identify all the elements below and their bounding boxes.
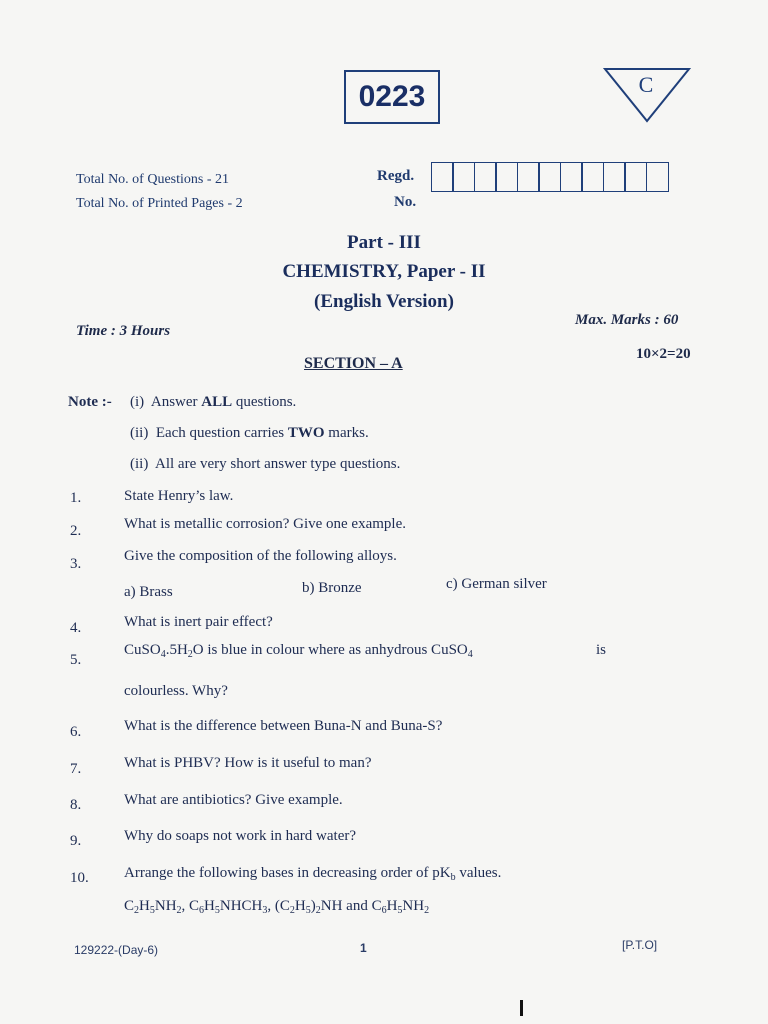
part-title: Part - III xyxy=(347,232,421,253)
question-text-continued: colourless. Why? xyxy=(124,683,228,699)
question-number: 5. xyxy=(70,652,82,668)
regd-digit-box xyxy=(495,162,518,192)
question-number: 2. xyxy=(70,523,82,539)
regd-digit-box xyxy=(624,162,647,192)
scan-mark xyxy=(520,1000,523,1016)
regd-digit-box xyxy=(517,162,540,192)
question-text: What is metallic corrosion? Give one example. xyxy=(124,516,406,532)
question-option: b) Bronze xyxy=(302,580,362,596)
regd-digit-box xyxy=(560,162,583,192)
max-marks: Max. Marks : 60 xyxy=(575,312,679,328)
question-text: State Henry’s law. xyxy=(124,488,234,504)
question-text: $CuSO_4.5H_2O$ is blue in colour where as anhydrous CuSO$_4$ is xyxy=(124,642,606,660)
version-title: (English Version) xyxy=(314,291,454,312)
question-number: 3. xyxy=(70,556,82,572)
footer-code: 129222-(Day-6) xyxy=(74,943,159,957)
question-number: 10. xyxy=(70,870,89,886)
question-text-continued: $C_2H_5NH_2$, $C_6H_5NHCH_3$, $(C_2H_5)_2NH$ and $C_6H_5NH_2$ xyxy=(124,898,430,916)
note-label: Note :- xyxy=(68,394,112,410)
set-label: C xyxy=(638,72,654,97)
regd-digit-box xyxy=(474,162,497,192)
question-number: 4. xyxy=(70,620,82,636)
regd-digit-box xyxy=(581,162,604,192)
question-option: a) Brass xyxy=(124,584,173,600)
pto-label: [P.T.O] xyxy=(622,938,658,952)
question-number: 1. xyxy=(70,490,82,506)
regd-number-boxes xyxy=(432,162,669,192)
subject-title: CHEMISTRY, Paper - II xyxy=(282,261,486,282)
time-label: Time : 3 Hours xyxy=(76,323,171,339)
regd-digit-box xyxy=(538,162,561,192)
question-number: 8. xyxy=(70,797,82,813)
note-item: (i) Answer ALL questions. xyxy=(130,394,297,410)
question-number: 6. xyxy=(70,724,82,740)
question-text: What is inert pair effect? xyxy=(124,614,273,630)
page-number: 1 xyxy=(360,941,367,955)
regd-digit-box xyxy=(603,162,626,192)
section-marks: 10×2=20 xyxy=(636,346,691,362)
note-item: (ii) All are very short answer type questions. xyxy=(130,456,401,472)
section-heading: SECTION – A xyxy=(304,355,403,372)
regd-digit-box xyxy=(646,162,669,192)
question-text: Why do soaps not work in hard water? xyxy=(124,828,357,844)
question-text: What is PHBV? How is it useful to man? xyxy=(124,755,372,771)
question-text: Arrange the following bases in decreasing order of $pK_b$ values. xyxy=(124,865,502,883)
question-text: What are antibiotics? Give example. xyxy=(124,792,343,808)
paper-code: 0223 xyxy=(344,70,440,124)
total-questions: Total No. of Questions - 21 xyxy=(76,172,230,187)
regd-digit-box xyxy=(452,162,475,192)
question-number: 7. xyxy=(70,761,82,777)
question-text: What is the difference between Buna-N and Buna-S? xyxy=(124,718,443,734)
question-text: Give the composition of the following alloys. xyxy=(124,548,397,564)
total-pages: Total No. of Printed Pages - 2 xyxy=(76,196,243,211)
regd-label: Regd. xyxy=(377,168,415,184)
question-option: c) German silver xyxy=(446,576,547,592)
regd-no-label: No. xyxy=(394,194,417,210)
question-number: 9. xyxy=(70,833,82,849)
note-item: (ii) Each question carries TWO marks. xyxy=(130,425,369,441)
regd-digit-box xyxy=(431,162,454,192)
